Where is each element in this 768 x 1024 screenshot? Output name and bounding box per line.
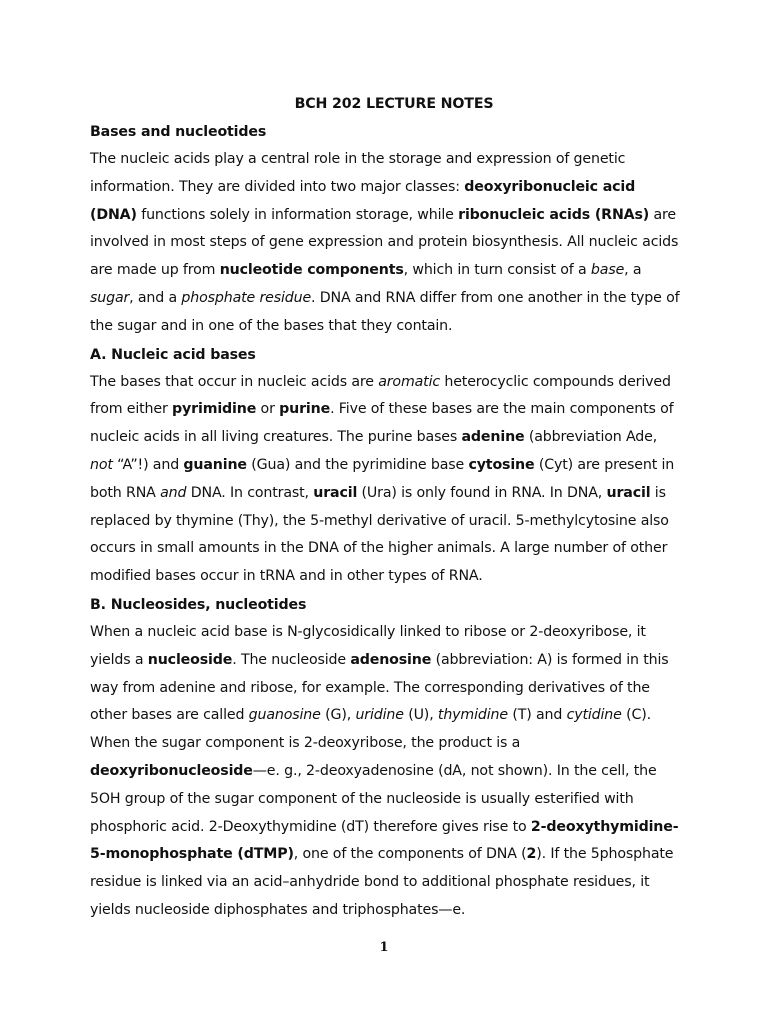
- text-run: or: [256, 401, 280, 418]
- bold-term: uracil: [313, 484, 358, 501]
- page-title: BCH 202 LECTURE NOTES: [294, 96, 494, 112]
- bold-term: purine: [279, 401, 331, 418]
- text-run: (Cyt) are present in both RNA: [90, 456, 675, 501]
- bold-term: deoxyribonucleoside: [90, 762, 253, 779]
- text-run: is replaced by thymine (Thy), the 5-methyl derivative of uracil. 5-methylcytosine also occurs in small amounts in the DNA of the higher animals. A large number of other modified bases occur in tRNA and in other types of RNA.: [90, 484, 669, 585]
- text-run: . The nucleoside: [232, 651, 351, 668]
- italic-term: phosphate residue: [181, 289, 312, 306]
- italic-term: uridine: [355, 707, 404, 724]
- text-run: (abbreviation Ade,: [524, 429, 658, 446]
- text-run: functions solely in information storage, while: [136, 206, 459, 223]
- section-heading-nucleosides-nucleotides: B. Nucleosides, nucleotides: [90, 596, 307, 613]
- paragraph-nucleosides-nucleotides: [90, 619, 680, 925]
- bold-term: pyrimidine: [172, 401, 257, 418]
- document-page: [90, 90, 680, 925]
- italic-term: thymidine: [437, 707, 508, 724]
- text-run: (G),: [320, 707, 356, 724]
- text-run: (Ura) is only found in RNA. In DNA,: [357, 484, 607, 501]
- italic-term: sugar: [90, 289, 130, 306]
- text-run: (C). When the sugar component is 2-deoxyribose, the product is a: [90, 707, 651, 752]
- italic-term: aromatic: [378, 373, 441, 390]
- page-number: 1: [379, 940, 389, 955]
- text-run: ). If the 5phosphate residue is linked via an acid–anhydride bond to additional phosphate residues, it yields nucleoside diphosphates and triphosphates—e.: [90, 846, 674, 918]
- bold-term: 2: [526, 846, 537, 863]
- bold-term: adenosine: [350, 651, 432, 668]
- paragraph-nucleic-acid-bases: [90, 369, 680, 591]
- italic-term: base: [590, 262, 625, 279]
- paragraph-bases-nucleotides: [90, 146, 680, 341]
- bold-term: ribonucleic acids (RNAs): [458, 206, 650, 223]
- text-run: , which in turn consist of a: [403, 262, 591, 279]
- italic-term: and: [160, 484, 187, 501]
- bold-term: uracil: [606, 484, 651, 501]
- italic-term: not: [90, 456, 113, 473]
- text-run: (U),: [403, 707, 438, 724]
- bold-term: guanine: [183, 456, 247, 473]
- text-run: (Gua) and the pyrimidine base: [246, 456, 469, 473]
- text-run: . Five of these bases are the main components of nucleic acids in all living creatures. The purine bases: [90, 401, 674, 446]
- italic-term: cytidine: [566, 707, 622, 724]
- bold-term: 2-deoxythymidine-5-monophosphate (dTMP): [90, 818, 679, 863]
- italic-term: guanosine: [248, 707, 321, 724]
- text-run: “A”!) and: [112, 456, 184, 473]
- text-run: , one of the components of DNA (: [293, 846, 527, 863]
- text-run: are involved in most steps of gene expression and protein biosynthesis. All nucleic acids are made up from: [90, 206, 679, 279]
- section-heading-nucleic-acid-bases: A. Nucleic acid bases: [90, 346, 256, 363]
- text-run: (abbreviation: A) is formed in this way from adenine and ribose, for example. The corresponding derivatives of the other bases are called: [90, 651, 669, 724]
- text-run: When a nucleic acid base is N-glycosidically linked to ribose or 2-deoxyribose, it yields a: [90, 623, 646, 668]
- text-run: The bases that occur in nucleic acids are: [90, 373, 379, 390]
- text-run: . DNA and RNA differ from one another in the type of the sugar and in one of the bases that they contain.: [90, 289, 680, 334]
- bold-term: nucleotide components: [219, 262, 404, 279]
- bold-term: adenine: [461, 429, 525, 446]
- bold-term: nucleoside: [147, 651, 233, 668]
- text-run: , a: [624, 262, 642, 279]
- section-heading-bases-nucleotides: Bases and nucleotides: [90, 124, 267, 140]
- text-run: , and a: [129, 289, 182, 306]
- text-run: —e. g., 2-deoxyadenosine (dA, not shown). In the cell, the 5OH group of the sugar component of the nucleoside is usually esterified with phosphoric acid. 2-Deoxythymidine (dT) therefore gives rise to: [90, 762, 657, 835]
- text-run: The nucleic acids play a central role in the storage and expression of genetic information. They are divided into two major classes:: [90, 151, 626, 195]
- bold-term: cytosine: [468, 456, 535, 473]
- bold-term: deoxyribonucleic acid (DNA): [90, 178, 636, 223]
- text-run: heterocyclic compounds derived from either: [90, 373, 671, 418]
- text-run: DNA. In contrast,: [186, 484, 314, 501]
- text-run: (T) and: [507, 707, 567, 724]
